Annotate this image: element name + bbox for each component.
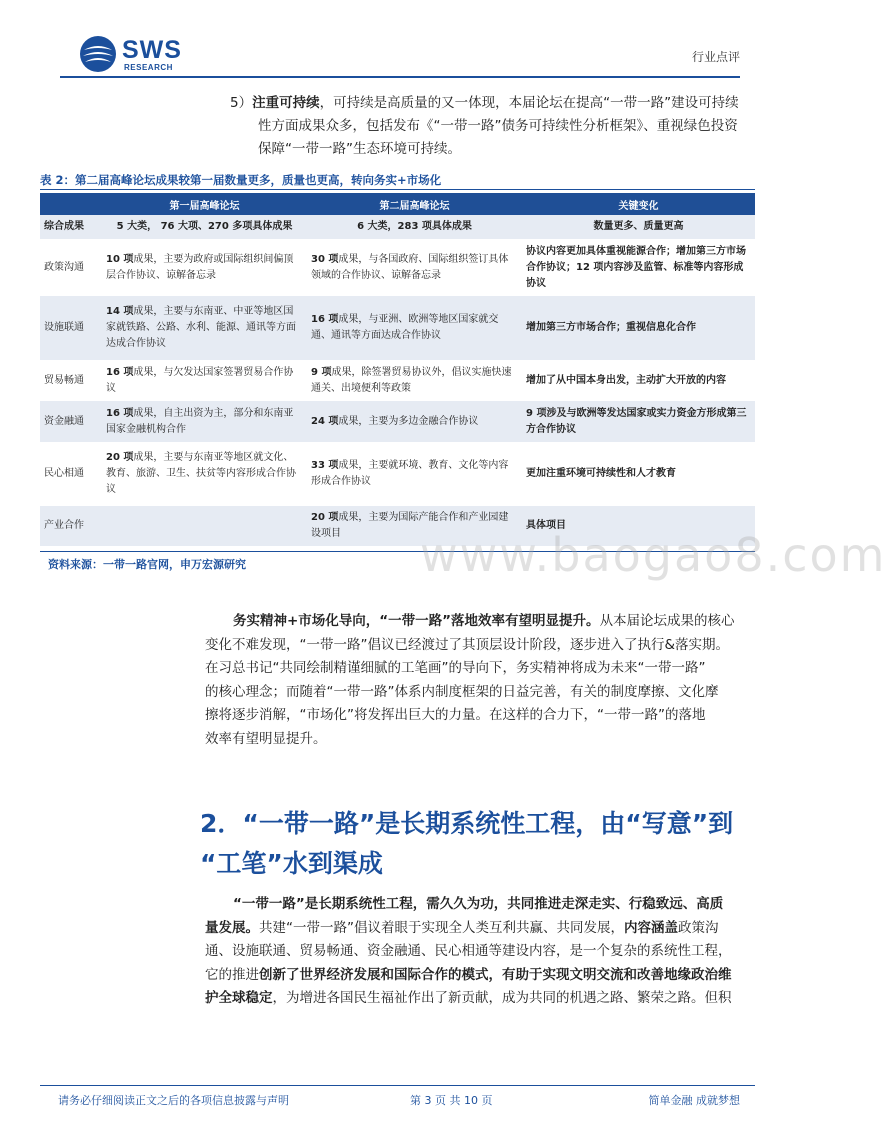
section-heading-line-1: 2．“一带一路”是长期系统性工程，由“写意”到 bbox=[200, 809, 734, 838]
sws-logo bbox=[78, 34, 218, 74]
section-heading-line-2: “工笔”水到渠成 bbox=[200, 849, 383, 878]
row-category: 综合成果 bbox=[40, 215, 102, 239]
table-row bbox=[40, 215, 755, 239]
row-second: 16 项成果，与亚洲、欧洲等地区国家就交通、通讯等方面达成合作协议 bbox=[307, 296, 522, 360]
row-second: 9 项成果，除签署贸易协议外，倡议实施快速通关、出境便利等政策 bbox=[311, 366, 512, 394]
point-5-number: 5） bbox=[230, 95, 253, 111]
row-first: 10 项成果，主要为政府或国际组织间偏顶层合作协议、谅解备忘录 bbox=[106, 253, 294, 281]
para2-line-4: 它的推进创新了世界经济发展和国际合作的模式，有助于实现文明交流和改善地缘政治维 bbox=[205, 966, 732, 983]
row-category: 民心相通 bbox=[44, 468, 84, 479]
row-first: 5 大类， 76 大项、270 多项具体成果 bbox=[102, 215, 307, 239]
table-header-second-forum: 第二届高峰论坛 bbox=[307, 193, 522, 215]
table-source: 资料来源：一带一路官网，申万宏源研究 bbox=[48, 558, 246, 571]
para1-line-2: 变化不难发现，“一带一路”倡议已经渡过了其顶层设计阶段，逐步进入了执行&落实期。 bbox=[205, 636, 730, 653]
point-5-line-3: 保障“一带一路”生态环境可持续。 bbox=[258, 141, 461, 157]
row-second: 24 项成果，主要为多边金融合作协议 bbox=[307, 401, 522, 442]
paragraph-long-term bbox=[205, 893, 740, 1011]
table-row bbox=[40, 239, 755, 296]
row-change: 具体项目 bbox=[522, 506, 755, 546]
point-5-text-1: ，可持续是高质量的又一体现，本届论坛在提高“一带一路”建设可持续 bbox=[319, 95, 739, 111]
point-5-paragraph bbox=[230, 92, 740, 161]
row-category: 设施联通 bbox=[40, 296, 102, 360]
watermark: www.baogao8.com bbox=[420, 528, 886, 582]
comparison-table bbox=[40, 193, 755, 546]
header-divider bbox=[60, 76, 740, 78]
section-heading bbox=[200, 804, 745, 884]
paragraph-pragmatism bbox=[205, 610, 740, 751]
row-second: 33 项成果，主要就环境、教育、文化等内容形成合作协议 bbox=[311, 460, 509, 487]
para2-line-5: 护全球稳定，为增进各国民生福祉作出了新贡献，成为共同的机遇之路、繁荣之路。但积 bbox=[205, 990, 732, 1006]
para2-line-1: “一带一路”是长期系统性工程，需久久为功，共同推进走深走实、行稳致远、高质 bbox=[233, 896, 724, 912]
table-title: 表 2：第二届高峰论坛成果较第一届数量更多，质量也更高，转向务实+市场化 bbox=[40, 173, 442, 187]
table-title-divider bbox=[40, 189, 755, 190]
row-category: 政策沟通 bbox=[44, 261, 84, 273]
table-row bbox=[40, 442, 755, 506]
footer-divider bbox=[40, 1085, 755, 1086]
row-first bbox=[102, 506, 307, 546]
table-row bbox=[40, 401, 755, 442]
para1-line-6: 效率有望明显提升。 bbox=[205, 730, 327, 747]
footer-disclaimer: 请务必仔细阅读正文之后的各项信息披露与声明 bbox=[58, 1094, 289, 1107]
logo-text: SWS bbox=[122, 36, 182, 64]
logo-subtext: RESEARCH bbox=[124, 63, 173, 72]
row-second: 30 项成果，与各国政府、国际组织签订具体领域的合作协议、谅解备忘录 bbox=[311, 253, 509, 281]
para2-line-2: 量发展。共建“一带一路”倡议着眼于实现全人类互利共赢、共同发展，内容涵盖政策沟 bbox=[205, 919, 719, 936]
row-change: 9 项涉及与欧洲等发达国家或实力资金方形成第三方合作协议 bbox=[522, 401, 755, 442]
page-header bbox=[60, 30, 740, 80]
point-5-line-2: 性方面成果众多，包括发布《“一带一路”债务可持续性分析框架》、重视绿色投资 bbox=[258, 118, 738, 134]
table-row bbox=[40, 360, 755, 401]
table-header-empty bbox=[40, 193, 102, 215]
row-first: 14 项成果，主要与东南亚、中亚等地区国家就铁路、公路、水利、能源、通讯等方面达成合作协议 bbox=[102, 296, 307, 360]
row-second: 20 项成果，主要为国际产能合作和产业园建设项目 bbox=[307, 506, 522, 546]
row-first: 16 项成果，与欠发达国家签署贸易合作协议 bbox=[106, 366, 294, 394]
row-change: 协议内容更加具体重视能源合作；增加第三方市场合作协议；12 项内容涉及监管、标准等内容形成协议 bbox=[526, 245, 746, 289]
point-5-lead: 注重可持续 bbox=[252, 95, 320, 111]
row-second: 6 大类，283 项具体成果 bbox=[307, 215, 522, 239]
page-number: 第 3 页 共 10 页 bbox=[410, 1094, 493, 1107]
table-header-key-change: 关键变化 bbox=[522, 193, 755, 215]
row-first: 20 项成果，主要与东南亚等地区就文化、教育、旅游、卫生、扶贫等内容形成合作协议 bbox=[106, 452, 296, 495]
row-first: 16 项成果，自主出资为主，部分和东南亚国家金融机构合作 bbox=[102, 401, 307, 442]
row-category: 贸易畅通 bbox=[44, 374, 84, 386]
sws-logo-icon bbox=[78, 34, 118, 74]
row-category: 产业合作 bbox=[40, 506, 102, 546]
para1-line-1: 务实精神+市场化导向，“一带一路”落地效率有望明显提升。从本届论坛成果的核心 bbox=[233, 613, 735, 629]
footer-slogan: 简单金融 成就梦想 bbox=[648, 1094, 740, 1107]
point-5-line-1 bbox=[230, 92, 740, 115]
para1-line-3: 在习总书记“共同绘制精谨细腻的工笔画”的导向下，务实精神将成为未来“一带一路” bbox=[205, 660, 706, 676]
row-change: 更加注重环境可持续性和人才教育 bbox=[526, 468, 676, 479]
para1-line-4: 的核心理念；而随着“一带一路”体系内制度框架的日益完善，有关的制度摩擦、文化摩 bbox=[205, 683, 719, 700]
para2-line-3: 通、设施联通、贸易畅通、资金融通、民心相通等建设内容，是一个复杂的系统性工程， bbox=[205, 943, 732, 959]
table-header-first-forum: 第一届高峰论坛 bbox=[102, 193, 307, 215]
row-change: 增加第三方市场合作；重视信息化合作 bbox=[522, 296, 755, 360]
row-category: 资金融通 bbox=[40, 401, 102, 442]
document-type: 行业点评 bbox=[691, 50, 740, 64]
row-change: 数量更多、质量更高 bbox=[522, 215, 755, 239]
table-header-row bbox=[40, 193, 755, 215]
row-change: 增加了从中国本身出发，主动扩大开放的内容 bbox=[526, 374, 726, 386]
para1-line-5: 擦将逐步消解，“市场化”将发挥出巨大的力量。在这样的合力下，“一带一路”的落地 bbox=[205, 707, 706, 723]
table-row bbox=[40, 296, 755, 360]
